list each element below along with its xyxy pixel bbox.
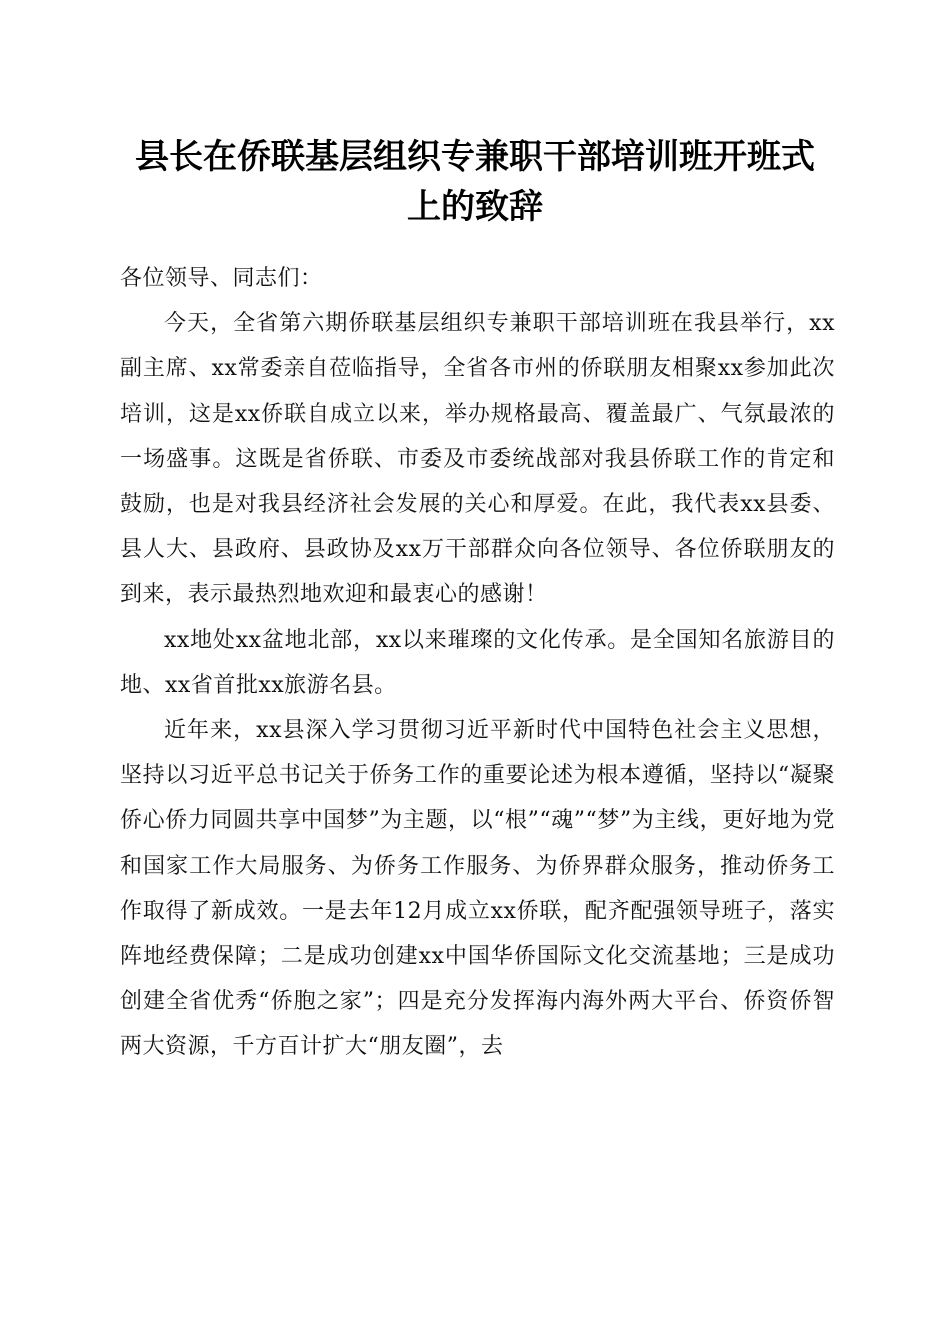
title-line-2: 上的致辞 bbox=[407, 187, 543, 227]
paragraph-achievements: 近年来，xx县深入学习贯彻习近平新时代中国特色社会主义思想，坚持以习近平总书记关于侨务工作的重要论述为根本遵循，坚持以“凝聚侨心侨力同圆共享中国梦”为主题，以“根”“魂”“梦”为主线，更好地为党和国家工作大局服务、为侨务工作服务、为侨界群众服务，推动侨务工作取得了新成效。一是去年12月成立xx侨联，配齐配强领导班子，落实阵地经费保障；二是成功创建xx中国华侨国际文化交流基地；三是成功创建全省优秀“侨胞之家”；四是充分发挥海内海外两大平台、侨资侨智两大资源，千方百计扩大“朋友圈”，去 bbox=[120, 718, 835, 1060]
paragraph-welcome: 今天，全省第六期侨联基层组织专兼职干部培训班在我县举行，xx副主席、xx常委亲自莅临指导，全省各市州的侨联朋友相聚xx参加此次培训，这是xx侨联自成立以来，举办规格最高、覆盖最广、气氛最浓的一场盛事。这既是省侨联、市委及市委统战部对我县侨联工作的肯定和鼓励，也是对我县经济社会发展的关心和厚爱。在此，我代表xx县委、县人大、县政府、县政协及xx万干部群众向各位领导、各位侨联朋友的到来，表示最热烈地欢迎和最衷心的感谢！ bbox=[120, 311, 835, 608]
title-line-1: 县长在侨联基层组织专兼职干部培训班开班式 bbox=[135, 137, 815, 177]
document-title bbox=[100, 132, 850, 232]
paragraph-location: xx地处xx盆地北部，xx以来璀璨的文化传承。是全国知名旅游目的地、xx省首批xx旅游名县。 bbox=[120, 627, 835, 698]
salutation: 各位领导、同志们： bbox=[120, 266, 323, 291]
document-body bbox=[120, 256, 835, 1070]
